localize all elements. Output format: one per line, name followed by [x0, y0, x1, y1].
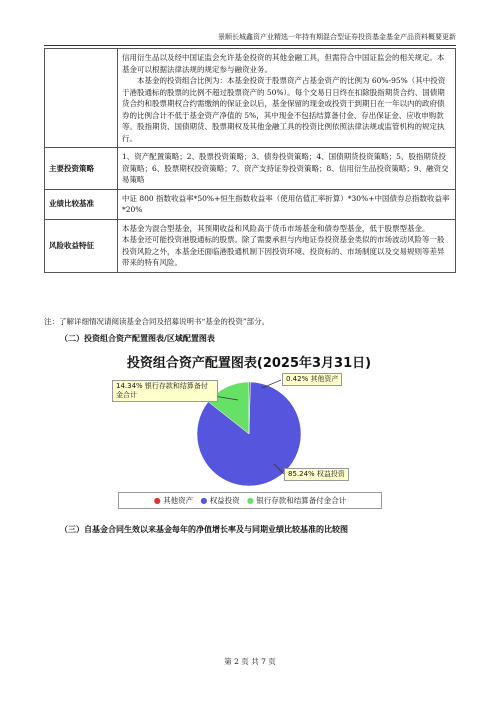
callout-bank: [112, 380, 218, 402]
legend-label-other: 其他资产: [163, 496, 194, 505]
chart-title: 投资组合资产配置图表(2025年3月31日): [126, 356, 372, 371]
note-text: 注：了解详细情况请阅读基金合同及招募说明书“基金的投资”部分。: [44, 317, 270, 326]
legend-dot-equity: ●: [200, 496, 208, 505]
callout-line-other: [262, 380, 281, 388]
legend-label-bank: 银行存款和结算备付金合计: [256, 496, 347, 505]
page-header: 景顺长城鑫资产业精选一年持有期混合型证券投资基金基金产品资料概要更新: [44, 32, 456, 46]
policy-text-2: 本基金的投资组合比例为：本基金投资于股票资产占基金资产的比例为 60%-95%（其中投资于港股通标的股票的比例不超过股票资产的 50%）。每个交易日日终在扣除股指期货合约、国债期货合约和股票期权合约需缴纳的保证金以后，基金保留的现金或投资于到期日在一年以内的政府债券的比例合计不低于基金资产净值的 5%，其中现金不包括结算备付金、存出保证金、应收申购款等。股指期货、国债期货、股票期权及其他金融工具的投资比例依照法律法规或监管机构的规定执行。: [122, 76, 446, 143]
legend-dot-bank: ●: [246, 496, 254, 505]
callout-equity-text: 85.24% 权益投资: [288, 470, 345, 478]
benchmark-label: 业绩比较基准: [45, 189, 118, 219]
callout-other: [282, 373, 342, 386]
risk-label: 风险收益特征: [45, 219, 118, 272]
blank-label-cell: [45, 49, 118, 148]
table-row: [45, 49, 456, 148]
table-row: [45, 148, 456, 190]
policy-cell: [118, 49, 456, 148]
policy-text-1: 信用衍生品以及经中国证监会允许基金投资的其他金融工具，但需符合中国证监会的相关规定。本基金可以根据法律法规的规定参与融资业务。: [122, 53, 445, 74]
benchmark-text: 中证 800 指数收益率*50%+恒生指数收益率（使用估值汇率折算）*30%+中国债券总指数收益率*20%: [118, 189, 456, 219]
risk-text-2: 本基金还可能投资港股通标的股票。除了需要承担与内地证券投资基金类似的市场波动风险等一般投资风险之外，本基金还面临港股通机制下因投资环境、投资标的、市场制度以及交易规则等差异带来的特有风险。: [122, 235, 445, 267]
page-footer: 第 2 页 共 7 页: [224, 657, 276, 666]
strategy-text: 1、资产配置策略；2、股票投资策略；3、债券投资策略；4、国债期货投资策略；5、股指期货投资策略；6、股票期权投资策略；7、资产支持证券投资策略；8、信用衍生品投资策略；9、融资交易策略: [118, 148, 456, 190]
callout-bank-text: 14.34% 银行存款和结算备付金合计: [116, 382, 208, 399]
table-row: [45, 189, 456, 219]
callout-equity: [284, 468, 349, 481]
callout-other-text: 0.42% 其他资产: [286, 375, 339, 383]
table-row: [45, 219, 456, 272]
pie-chart: [110, 352, 388, 510]
chart-legend: [118, 492, 382, 509]
risk-text-1: 本基金为混合型基金，其预期收益和风险高于货币市场基金和债券型基金，低于股票型基金。: [122, 223, 430, 233]
allocation-chart: [110, 352, 388, 510]
legend-dot-other: ●: [153, 496, 161, 505]
risk-cell: [118, 219, 456, 272]
section3-title: （三）自基金合同生效以来基金每年的净值增长率及与同期业绩比较基准的比较图: [60, 525, 348, 534]
section2-title: （二）投资组合资产配置图表/区域配置图表: [60, 334, 215, 343]
strategy-label: 主要投资策略: [45, 148, 118, 190]
fund-info-table: [44, 48, 456, 273]
legend-label-equity: 权益投资: [209, 496, 240, 505]
